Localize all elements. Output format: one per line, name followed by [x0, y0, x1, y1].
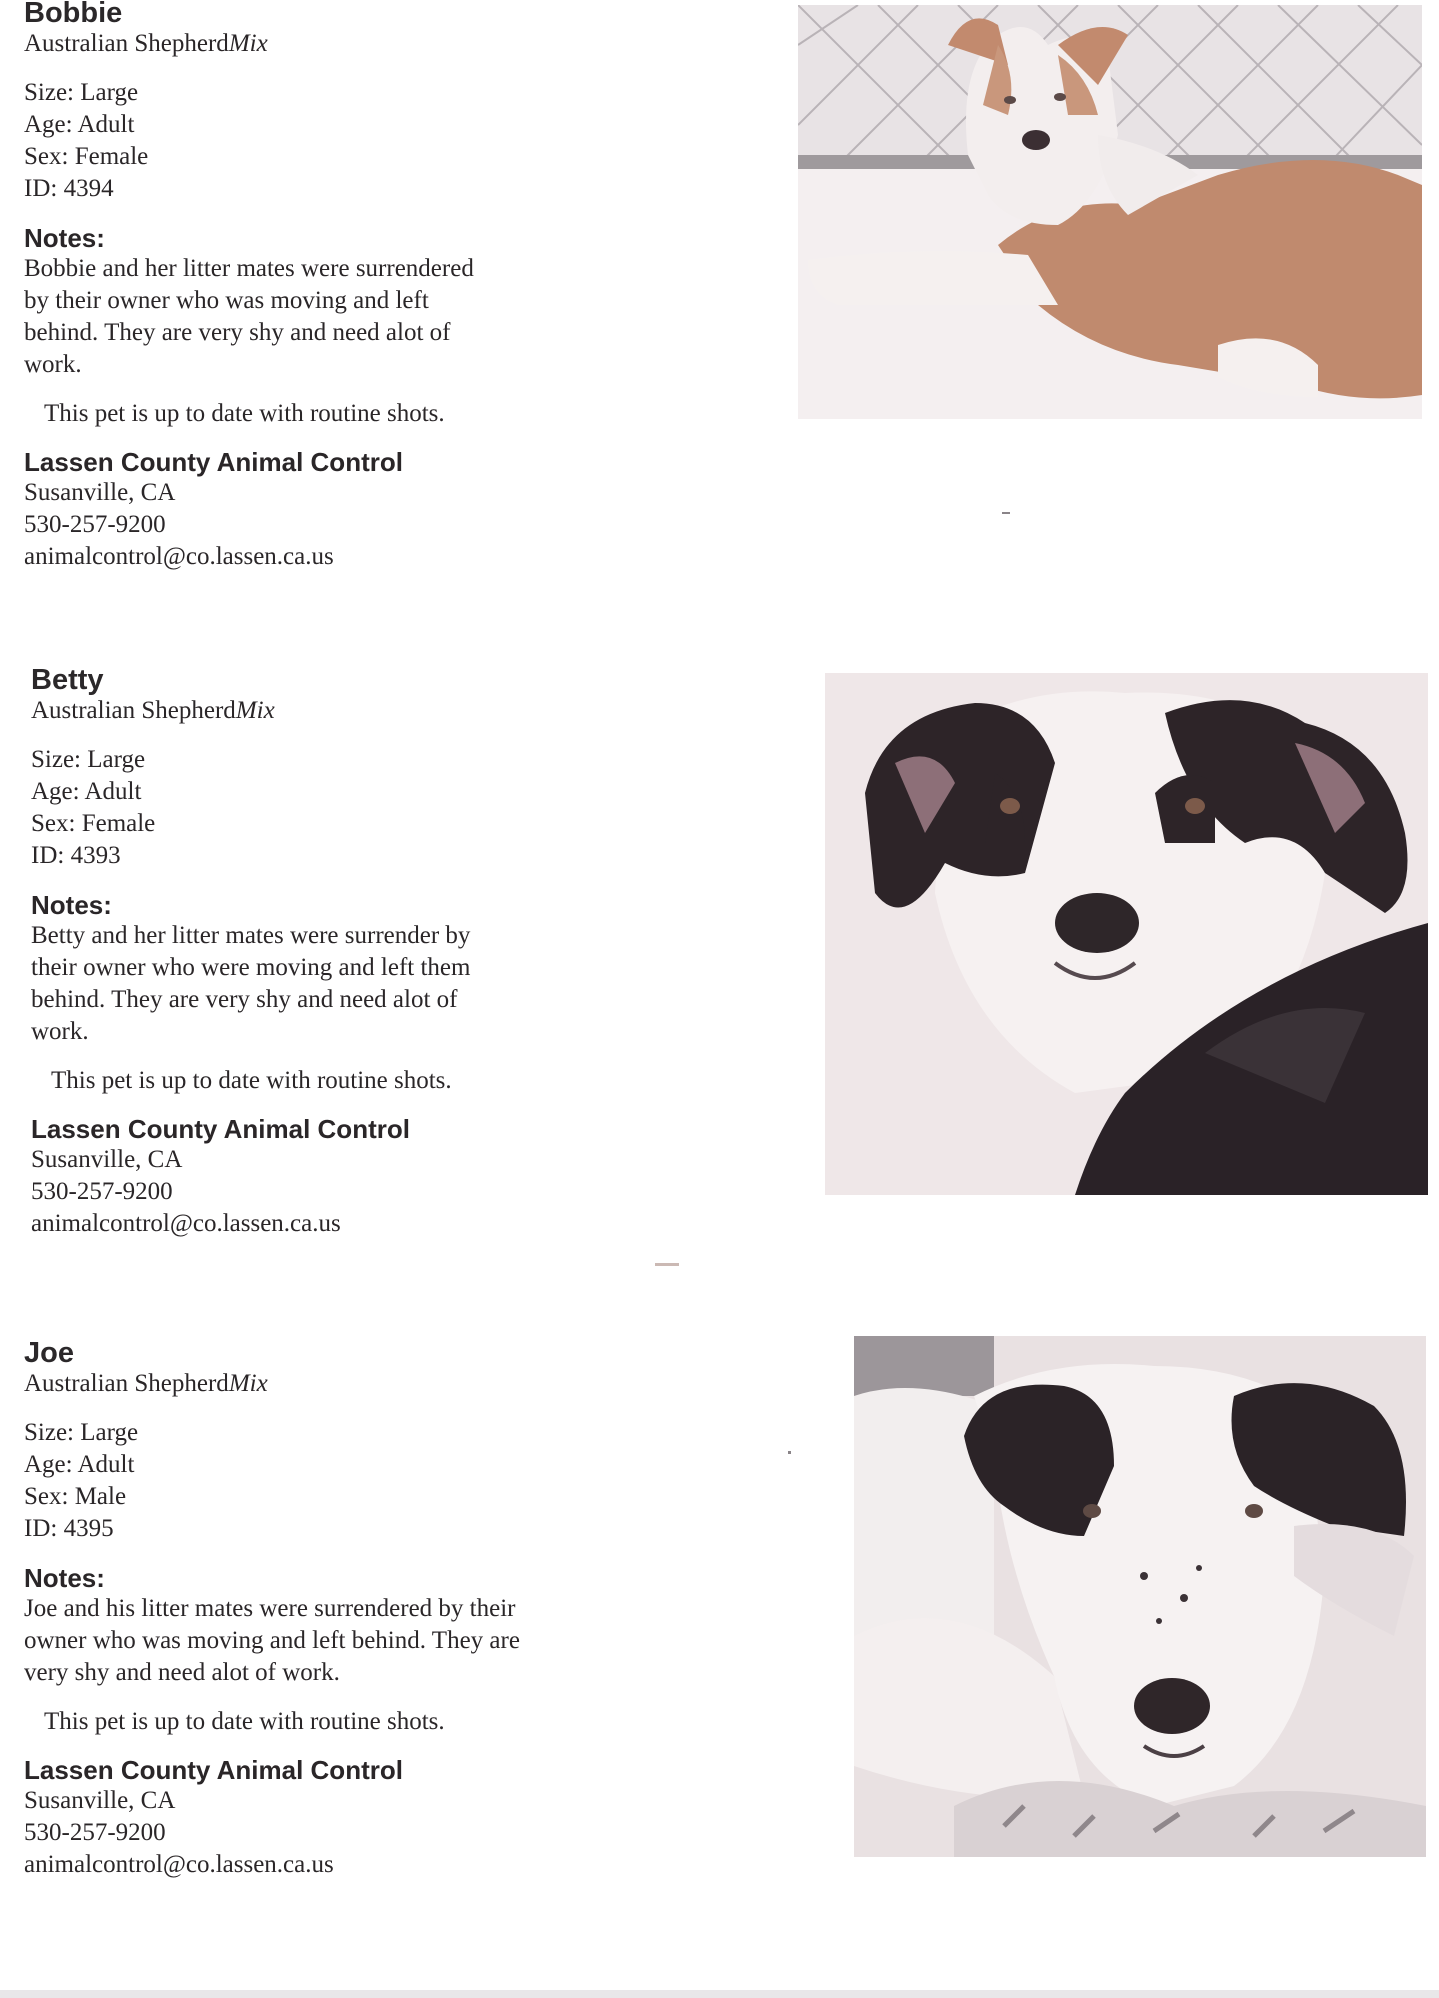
- organization-email[interactable]: animalcontrol@co.lassen.ca.us: [24, 1851, 334, 1878]
- joe-photo-illustration: [854, 1336, 1426, 1857]
- organization-city: Susanville, CA: [24, 1787, 176, 1814]
- pet-size: Size: Large: [24, 79, 139, 106]
- organization-email[interactable]: animalcontrol@co.lassen.ca.us: [24, 543, 334, 570]
- pet-listing-betty: [31, 664, 651, 1240]
- scan-bottom-edge: [0, 1990, 1439, 1998]
- pet-age: Age: Adult: [31, 778, 142, 805]
- pet-id: ID: 4394: [24, 175, 114, 202]
- breed-suffix: Mix: [228, 1370, 268, 1397]
- organization-name: Lassen County Animal Control: [24, 1755, 403, 1785]
- pet-breed: [31, 696, 651, 726]
- vaccination-note: This pet is up to date with routine shots.: [44, 1708, 445, 1735]
- betty-photo-illustration: [825, 673, 1428, 1195]
- notes-text: Joe and his litter mates were surrendered by their owner who was moving and left behind. They are very shy and need alot of work.: [24, 1595, 520, 1686]
- organization-city: Susanville, CA: [31, 1146, 183, 1173]
- pet-facts: [24, 77, 644, 205]
- pet-facts: [24, 1417, 644, 1545]
- pet-id: ID: 4395: [24, 1515, 114, 1542]
- scan-speck: [788, 1451, 791, 1454]
- vaccination-note: This pet is up to date with routine shots.: [51, 1067, 452, 1094]
- pet-photo-bobbie: [798, 5, 1422, 419]
- notes-heading: Notes:: [24, 223, 105, 253]
- pet-size: Size: Large: [24, 1419, 139, 1446]
- organization-name: Lassen County Animal Control: [31, 1114, 410, 1144]
- notes-heading: Notes:: [31, 890, 112, 920]
- breed-suffix: Mix: [228, 30, 268, 57]
- pet-listing-joe: [24, 1337, 644, 1881]
- scan-speck: [655, 1263, 679, 1266]
- organization-email[interactable]: animalcontrol@co.lassen.ca.us: [31, 1210, 341, 1237]
- pet-name: Betty: [31, 664, 104, 696]
- breed-name: Australian Shepherd: [24, 30, 229, 57]
- notes-text: Bobbie and her litter mates were surrendered by their owner who was moving and left behind. They are very shy and need alot of work.: [24, 255, 474, 378]
- organization-phone: 530-257-9200: [24, 1819, 166, 1846]
- organization-city: Susanville, CA: [24, 479, 176, 506]
- pet-photo-joe: [854, 1336, 1426, 1857]
- scan-speck: [1002, 512, 1010, 514]
- pet-facts: [31, 744, 651, 872]
- pet-id: ID: 4393: [31, 842, 121, 869]
- vaccination-note: This pet is up to date with routine shots.: [44, 400, 445, 427]
- pet-sex: Sex: Female: [31, 810, 156, 837]
- notes-text: Betty and her litter mates were surrender by their owner who were moving and left them behind. They are very shy and need alot of work.: [31, 922, 471, 1045]
- pet-size: Size: Large: [31, 746, 146, 773]
- breed-name: Australian Shepherd: [24, 1370, 229, 1397]
- organization-name: Lassen County Animal Control: [24, 447, 403, 477]
- pet-photo-betty: [825, 673, 1428, 1195]
- organization-phone: 530-257-9200: [31, 1178, 173, 1205]
- breed-name: Australian Shepherd: [31, 697, 236, 724]
- bobbie-photo-illustration: [798, 5, 1422, 419]
- pet-sex: Sex: Female: [24, 143, 149, 170]
- breed-suffix: Mix: [235, 697, 275, 724]
- notes-heading: Notes:: [24, 1563, 105, 1593]
- pet-listing-bobbie: [24, 0, 644, 573]
- pet-breed: [24, 29, 644, 59]
- pet-sex: Sex: Male: [24, 1483, 127, 1510]
- pet-age: Age: Adult: [24, 111, 135, 138]
- pet-name: Bobbie: [24, 0, 123, 29]
- organization-phone: 530-257-9200: [24, 511, 166, 538]
- pet-breed: [24, 1369, 644, 1399]
- pet-age: Age: Adult: [24, 1451, 135, 1478]
- pet-name: Joe: [24, 1337, 74, 1369]
